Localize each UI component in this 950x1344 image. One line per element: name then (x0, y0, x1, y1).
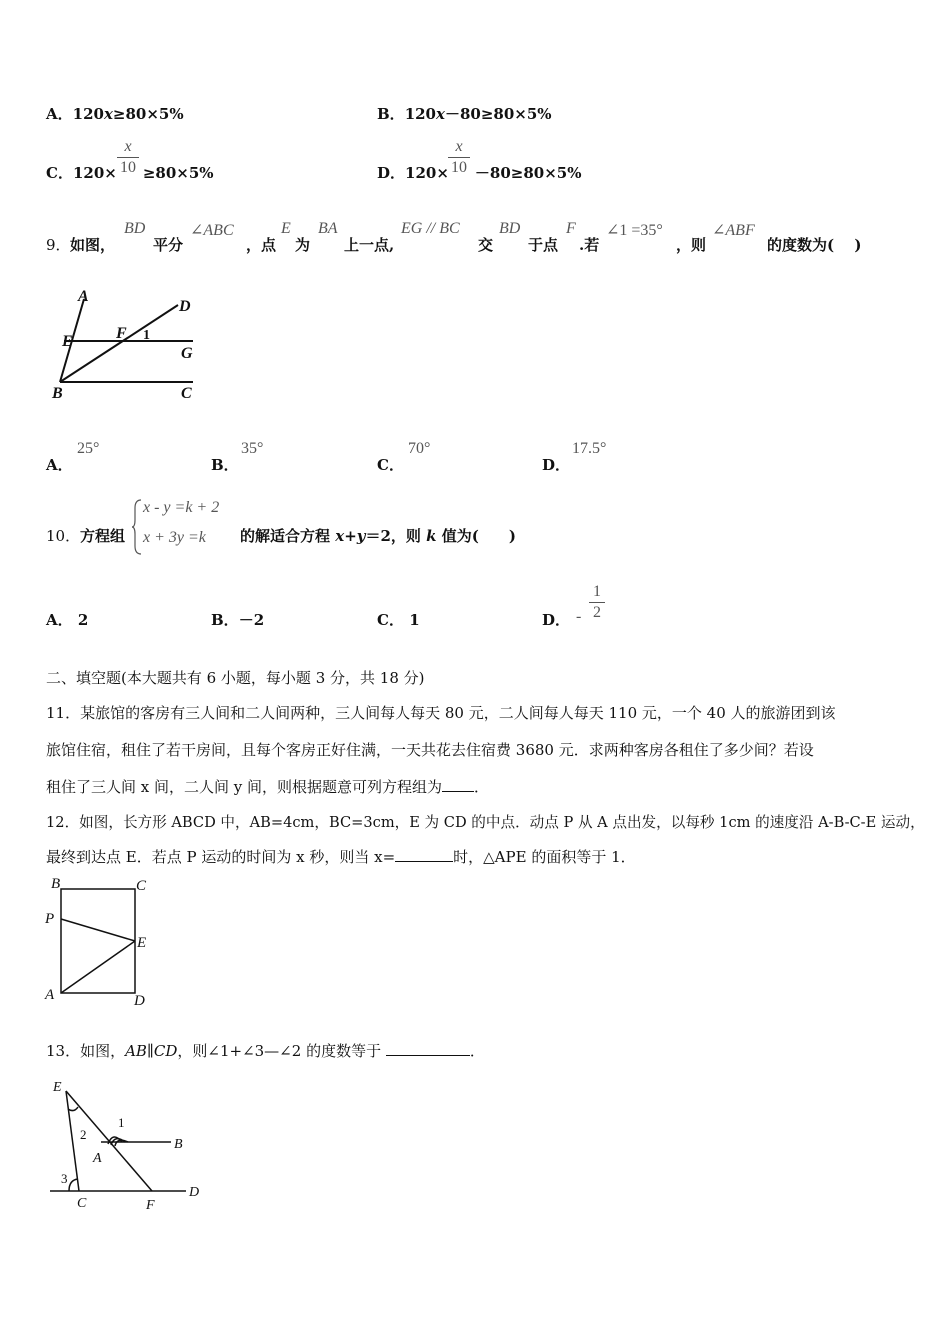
q12-label-c: C (136, 878, 147, 894)
q9-option-d-value: 17.5° (572, 440, 607, 457)
q13-angle-3-arc (69, 1179, 78, 1191)
q13-label-e: E (53, 1080, 62, 1095)
q10-option-b: B．－2 (211, 611, 265, 629)
q13-answer-blank[interactable] (386, 1055, 470, 1056)
q12-label-a: A (45, 987, 55, 1003)
q8-option-c: C．120× ≥80×5% (46, 164, 214, 182)
q10-brace (131, 498, 143, 556)
q10-equation-2: x + 3y =k (143, 529, 206, 546)
q12-rectangle (61, 889, 135, 993)
q12-line-pe (61, 919, 135, 941)
q9-option-c-value: 70° (408, 440, 431, 457)
q12-label-d: D (134, 993, 145, 1009)
q9-option-d-label: D． (542, 456, 571, 474)
q8-option-d: D．120× －80≥80×5% (377, 164, 582, 182)
q9-label-g: G (181, 345, 193, 362)
q9-label-d: D (179, 298, 191, 315)
q12-label-p: P (45, 911, 55, 927)
q9-line-bd (60, 305, 178, 382)
q10-option-d-label: D． (542, 611, 571, 629)
q12-answer-blank[interactable] (395, 861, 453, 862)
q13-label-1: 1 (118, 1115, 125, 1130)
q8-d-fraction: x 10 (448, 138, 470, 177)
q12-figure (40, 872, 160, 1012)
q9-option-b-label: B． (211, 456, 239, 474)
q9-label-b: B (52, 385, 63, 402)
q12-line-2: 最终到达点 E．若点 P 运动的时间为 x 秒，则当 x= 时，△APE 的面积等于 1． (46, 848, 636, 866)
q11-line-1: 11．某旅馆的客房有三人间和二人间两种，三人间每人每天 80 元，二人间每人每天 110 元，一个 40 人的旅游团到该 (46, 704, 836, 722)
q10-option-c: C． 1 (377, 611, 420, 629)
q9-label-1: 1 (143, 328, 150, 343)
q12-label-b: B (51, 876, 61, 892)
q11-line-2: 旅馆住宿，租住了若干房间，且每个客房正好住满，一天共花去住宿费 3680 元．求两种客房各租住了多少间？若设 (46, 741, 814, 759)
q13-angle-2-arc (68, 1107, 78, 1111)
q13-label-f: F (146, 1198, 155, 1213)
q13-label-d: D (189, 1185, 200, 1200)
q9-option-a-label: A． (46, 456, 73, 474)
q13-label-3: 3 (61, 1171, 68, 1186)
q13-label-a: A (93, 1151, 102, 1166)
q9-option-b-value: 35° (241, 440, 264, 457)
q12-line-ae (61, 941, 135, 993)
q9-label-c: C (181, 385, 192, 402)
q9-label-a: A (78, 288, 89, 305)
q9-figure (45, 285, 220, 405)
q10-option-a: A． 2 (46, 611, 89, 629)
q13-label-b: B (174, 1137, 183, 1152)
q8-option-b: B．120x－80≥80×5% (377, 105, 552, 123)
section-title-fill-in: 二、填空题(本大题共有 6 小题，每小题 3 分，共 18 分) (46, 669, 425, 687)
q13-stem: 13．如图，AB∥CD，则∠1+∠3—∠2 的度数等于 ． (46, 1042, 485, 1060)
q10-option-d-fraction: 1 2 (589, 583, 605, 622)
q9-option-a-value: 25° (77, 440, 100, 457)
q9-label-f: F (116, 325, 127, 342)
q13-figure (44, 1075, 214, 1215)
q9-label-e: E (62, 333, 73, 350)
q8-c-fraction: x 10 (117, 138, 139, 177)
q10-option-d-sign: - (576, 608, 582, 625)
q11-answer-blank[interactable] (442, 791, 474, 792)
q13-line-ec (66, 1091, 79, 1191)
q10-equation-1: x - y =k + 2 (143, 499, 220, 516)
q12-line-1: 12．如图，长方形 ABCD 中，AB=4cm，BC=3cm，E 为 CD 的中点．动点 P 从 A 点出发，以每秒 1cm 的速度沿 A-B-C-E 运动， (46, 814, 925, 831)
q8-option-a: A．120x≥80×5% (46, 105, 184, 123)
q11-line-3: 租住了三人间 x 间，二人间 y 间，则根据题意可列方程组为 ． (46, 778, 490, 796)
q13-label-2: 2 (80, 1127, 87, 1142)
q12-label-e: E (137, 935, 147, 951)
q13-label-c: C (77, 1196, 87, 1211)
q9-option-c-label: C． (377, 456, 404, 474)
